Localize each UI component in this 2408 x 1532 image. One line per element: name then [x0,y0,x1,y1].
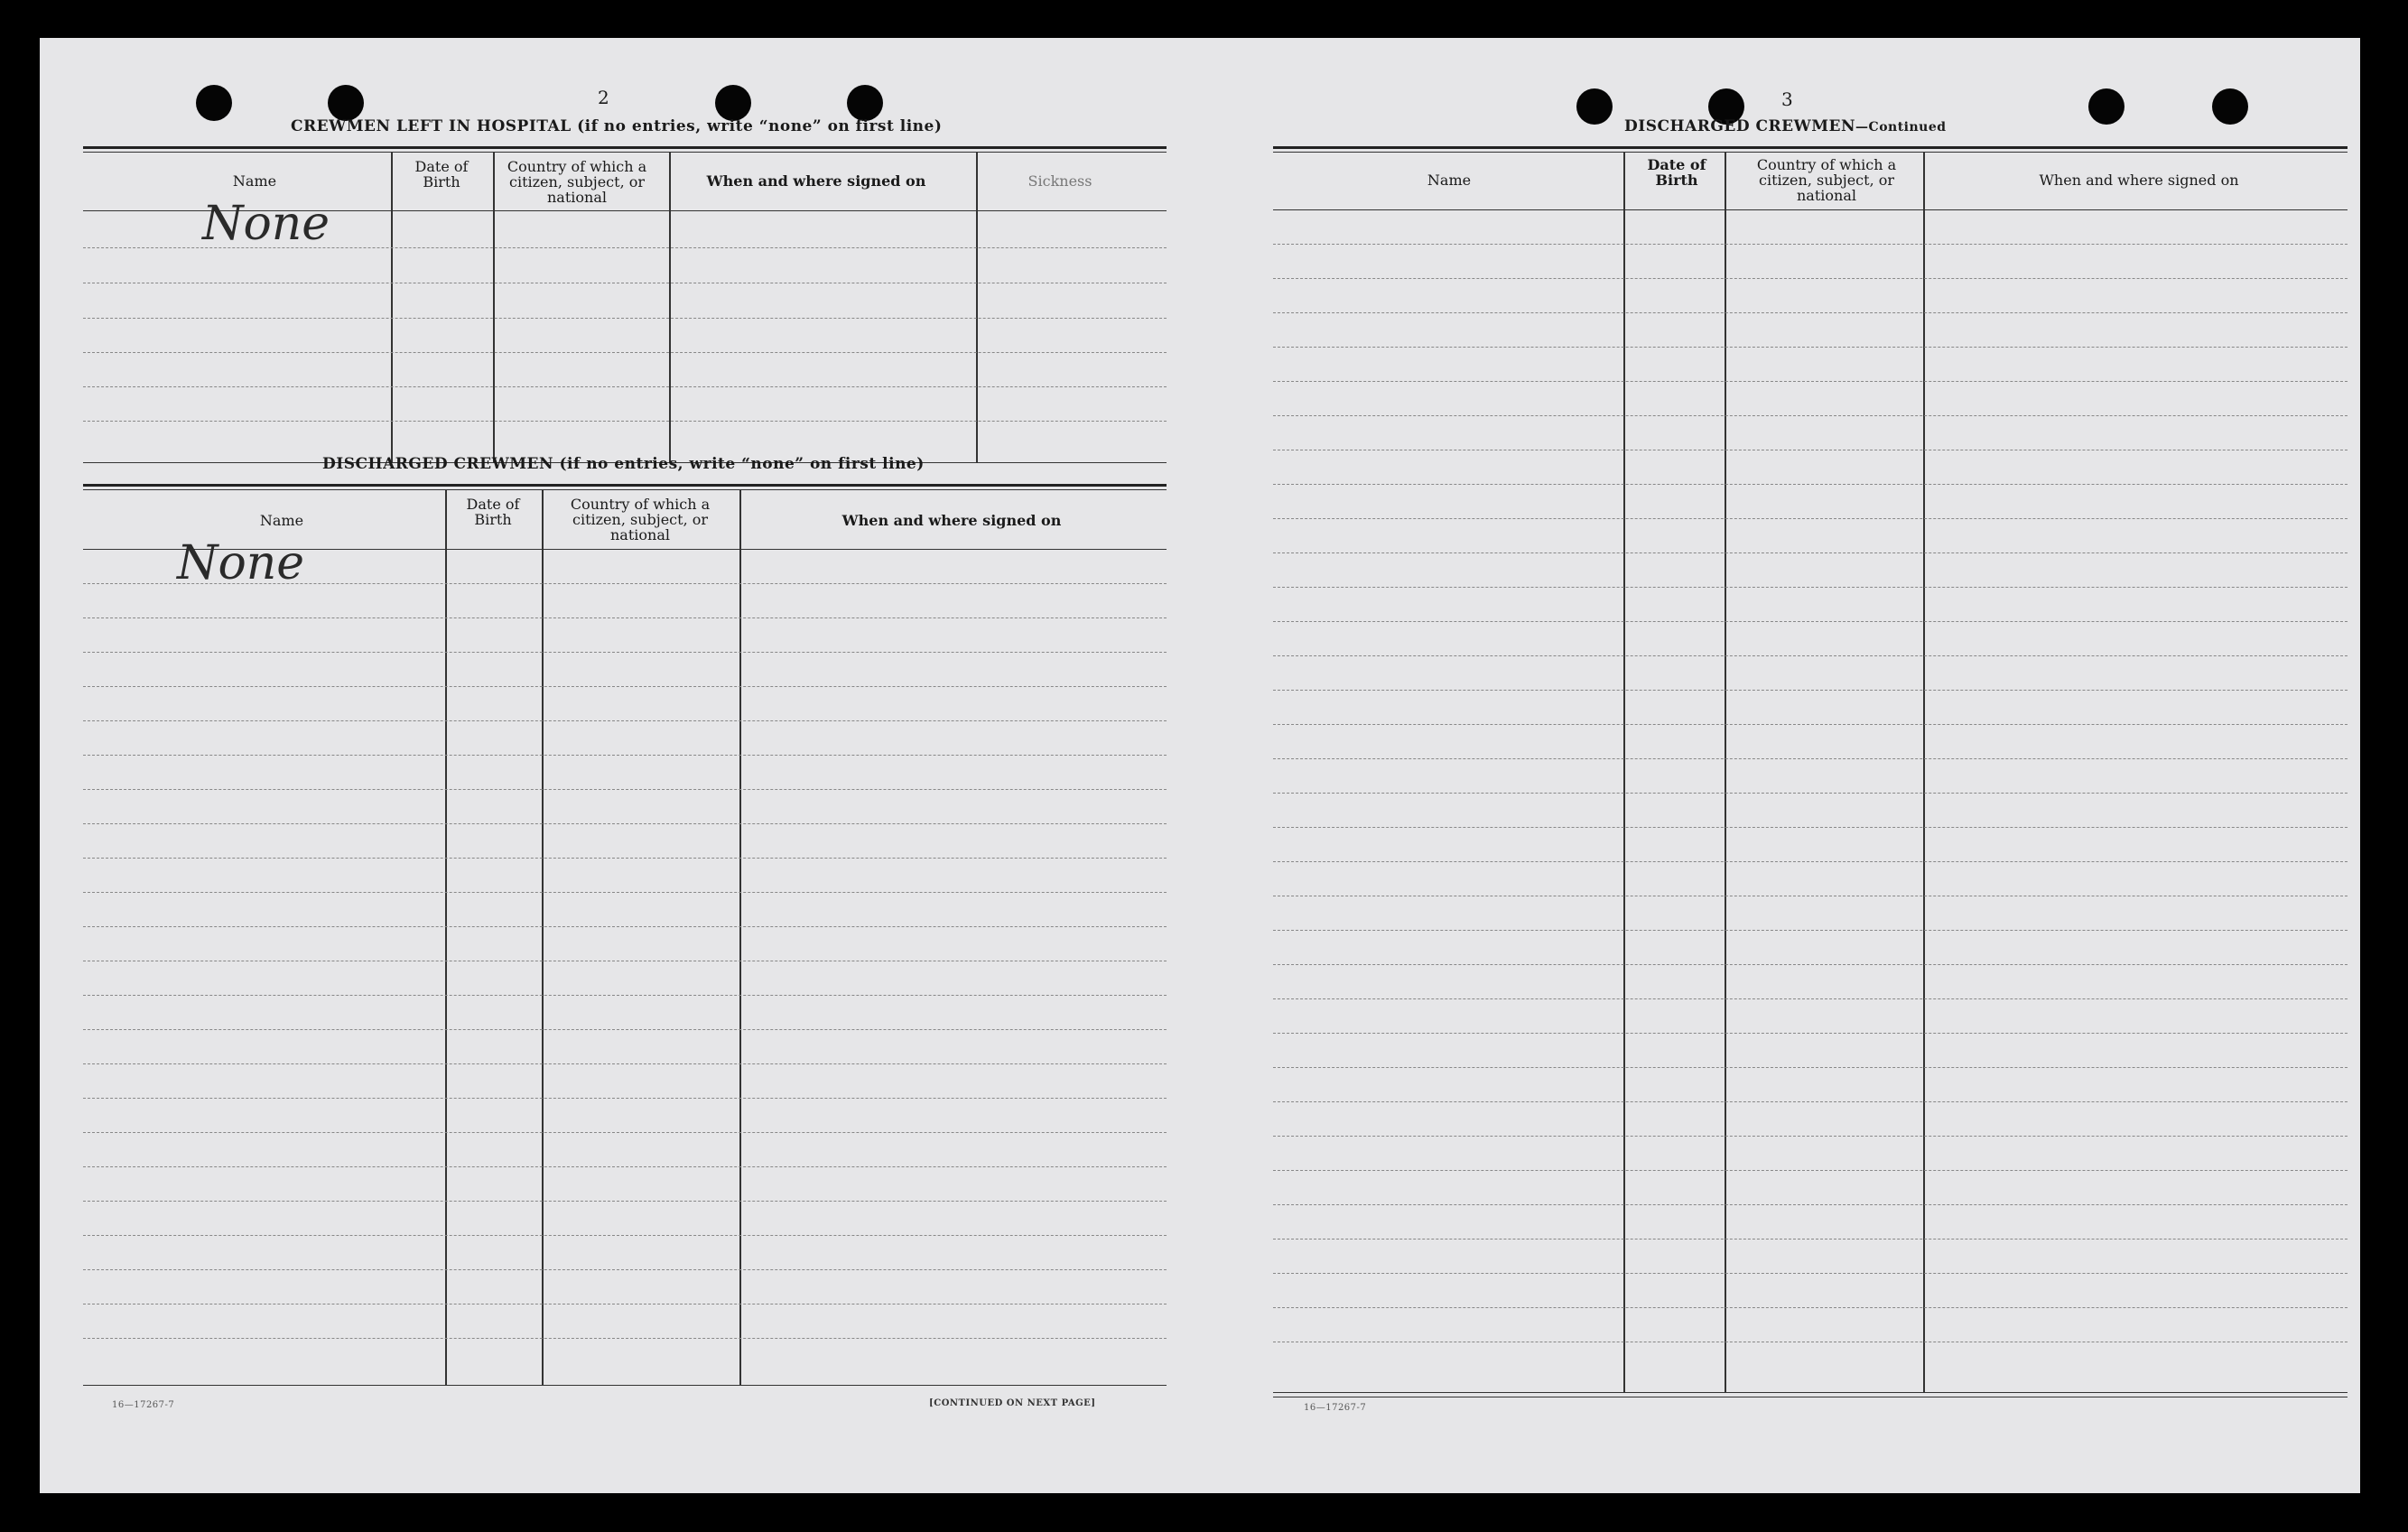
column-header-name: Name [259,512,304,529]
table-row-line [83,789,1167,790]
table-row-line [1273,518,2348,519]
section-title-suffix: —Continued [1855,120,1947,135]
punch-hole [196,85,232,121]
column-header-country: Country of which a citizen, subject, or national [507,158,647,206]
table-row-line [1273,861,2348,862]
table-row-line [83,318,1167,319]
table-row-line [1273,793,2348,794]
table-row-line [83,1132,1167,1133]
column-header-name: Name [1427,172,1472,189]
table-row-line [1273,690,2348,691]
column-divider [493,152,495,462]
column-header-dob: Date of Birth [414,158,469,190]
table-row-line [83,1235,1167,1236]
column-divider [445,489,447,1385]
table-row-line [83,1269,1167,1270]
column-header-name: Name [232,172,277,190]
column-divider [669,152,671,462]
table-row-line [83,1338,1167,1339]
column-divider [542,489,544,1385]
table-row-line [83,352,1167,353]
header-rule [1273,152,2348,153]
column-divider [1725,152,1726,1392]
punch-hole [2088,88,2124,125]
column-header-dob: Date of Birth [466,496,520,528]
table-row-line [1273,1273,2348,1274]
form-code: 16—17267-7 [112,1400,175,1410]
column-divider [391,152,393,462]
table-row-line [1273,244,2348,245]
table-row-line [1273,1239,2348,1240]
hospital-section-title: CREWMEN LEFT IN HOSPITAL (if no entries, write “none” on first line) [291,117,943,135]
table-row-line [83,720,1167,721]
table-row-line [1273,381,2348,382]
table-row-line [1273,964,2348,965]
header-rule [83,146,1167,149]
table-bottom-rule [1273,1392,2348,1393]
table-row-line [1273,1170,2348,1171]
table-row-line [1273,930,2348,931]
section-title [1624,117,1947,135]
table-row-line [83,892,1167,893]
discharged-section-title: DISCHARGED CREWMEN (if no entries, write “none” on first line) [322,455,925,473]
table-row-line [83,755,1167,756]
punch-hole [2212,88,2248,125]
table-row-line [83,995,1167,996]
table-row-line [83,686,1167,687]
form-code: 16—17267-7 [1304,1403,1367,1413]
table-row-line [83,652,1167,653]
table-row-line [1273,415,2348,416]
table-row-line [1273,1033,2348,1034]
table-row-line [1273,484,2348,485]
table-row-line [1273,1204,2348,1205]
continued-note: [CONTINUED ON NEXT PAGE] [929,1398,1096,1408]
table-row-line [1273,724,2348,725]
table-row-line [1273,552,2348,553]
column-divider [1623,152,1625,1392]
column-divider [1923,152,1925,1392]
table-row-line [83,386,1167,387]
table-row-line [1273,827,2348,828]
page-number: 2 [598,87,609,108]
table-row-line [1273,655,2348,656]
column-divider [739,489,741,1385]
punch-hole [328,85,364,121]
table-row-line [1273,621,2348,622]
handwritten-entry: None [177,536,305,590]
punch-hole [715,85,751,121]
handwritten-entry: None [202,197,330,251]
table-row-line [83,617,1167,618]
table-row-line [1273,1136,2348,1137]
table-row-line [1273,347,2348,348]
column-header-dob: Date of Birth [1647,156,1706,189]
header-rule [1273,146,2348,149]
column-header-sickness: Sickness [1027,172,1092,190]
table-row-line [83,823,1167,824]
section-title-main: DISCHARGED CREWMEN [1624,117,1856,135]
column-header-signed-on: When and where signed on [2039,172,2239,189]
header-rule [83,489,1167,490]
column-header-country: Country of which a citizen, subject, or national [1756,156,1897,204]
table-row-line [83,1063,1167,1064]
table-row-line [83,1201,1167,1202]
table-row-line [83,1166,1167,1167]
table-row-line [1273,1101,2348,1102]
document-sheet [40,38,2360,1493]
column-header-country: Country of which a citizen, subject, or national [570,496,711,543]
table-row-line [1273,998,2348,999]
table-row-line [83,858,1167,859]
column-header-signed-on: When and where signed on [706,172,926,190]
table-row-line [1273,312,2348,313]
table-row-line [83,1098,1167,1099]
table-row-line [83,1029,1167,1030]
column-divider [976,152,978,462]
header-rule [83,484,1167,487]
punch-hole [847,85,883,121]
table-row-line [1273,758,2348,759]
table-row-line [83,1304,1167,1305]
page-number: 3 [1781,88,1793,110]
header-rule [83,152,1167,153]
table-row-line [1273,1067,2348,1068]
table-row-line [1273,1307,2348,1308]
table-bottom-rule [83,1385,1167,1386]
punch-hole [1576,88,1613,125]
table-row-line [1273,587,2348,588]
column-header-signed-on: When and where signed on [841,512,1062,529]
table-row-line [83,421,1167,422]
table-row-line [1273,278,2348,279]
table-row-line [83,926,1167,927]
column-header-underline [1273,209,2348,210]
